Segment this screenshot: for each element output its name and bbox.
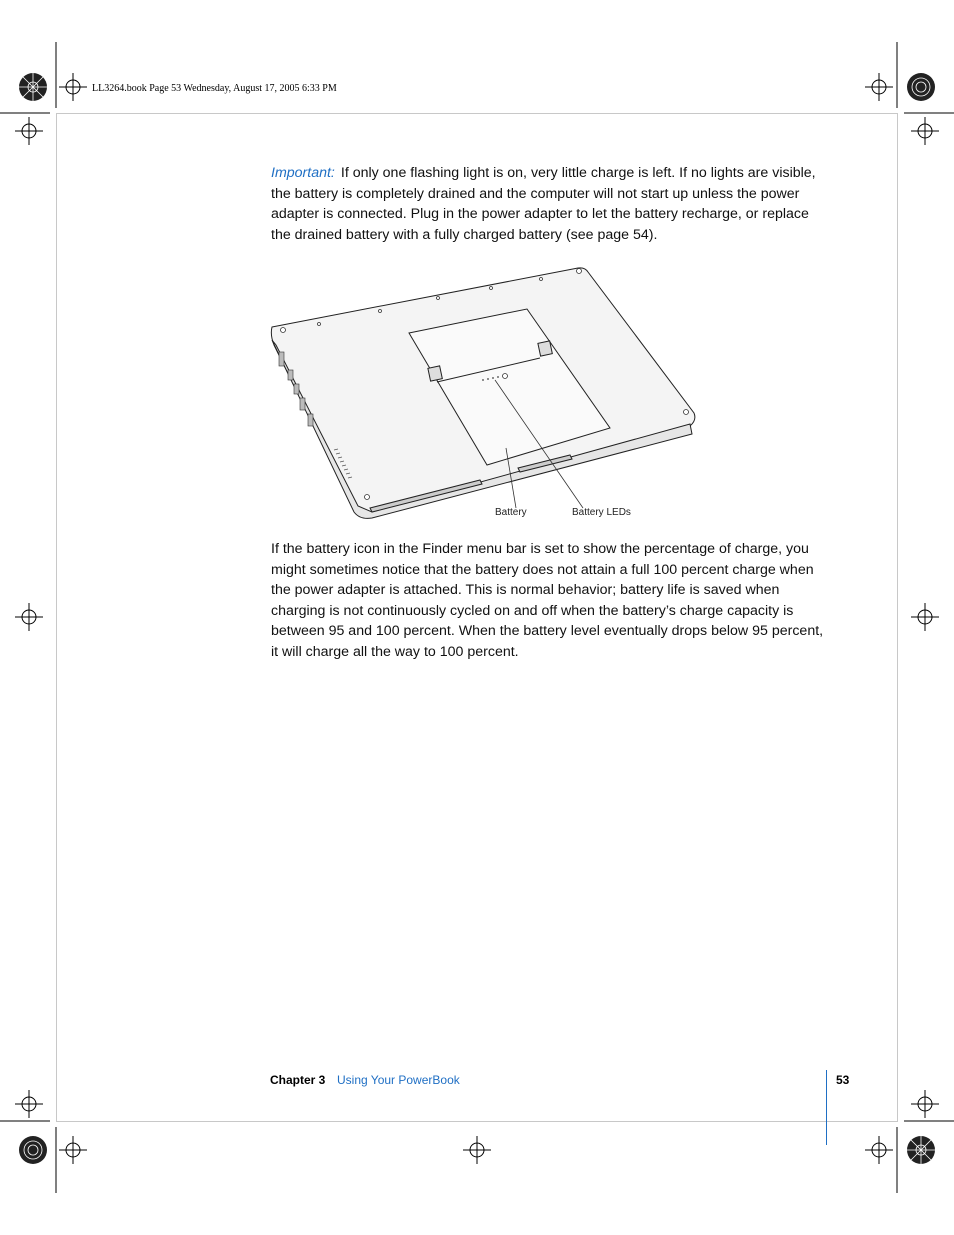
page-number: 53 <box>836 1073 850 1087</box>
footer-chapter: Chapter 3 <box>270 1073 326 1087</box>
paragraph-1-text: If only one flashing light is on, very little charge is left. If no lights are visible, the battery is completely drained and the computer will not start up unless the power adapter is connected. Plug in the power adapter to let the battery recharge, or replace the drained battery with a fully charged battery (see page 54). <box>271 165 816 243</box>
battery-label: Battery <box>495 507 527 518</box>
footer-rule <box>826 1070 827 1145</box>
paragraph-2-text: If the battery icon in the Finder menu bar is set to show the percentage of charge, you might sometimes notice that the battery does not attain a full 100 percent charge when the power adapter is attached. This is normal behavior; battery life is saved when charging is not continuously cycled on and off when the battery’s charge capacity is between 95 and 100 percent. When the battery level eventually drops below 95 percent, it will charge all the way to 100 percent. <box>271 541 824 660</box>
print-slug: LL3264.book Page 53 Wednesday, August 17, 2005 6:33 PM <box>92 83 337 94</box>
battery-leds-label: Battery LEDs <box>572 507 631 518</box>
footer-chapter-title: Using Your PowerBook <box>337 1073 460 1087</box>
important-label: Important: <box>271 165 335 181</box>
